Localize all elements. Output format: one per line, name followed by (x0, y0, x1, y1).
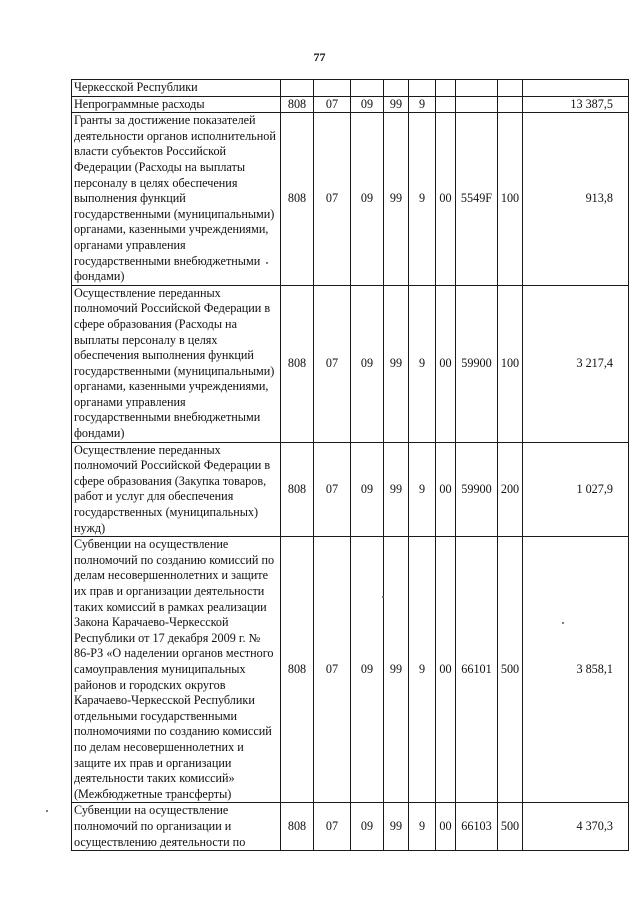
code-cs-program: 99 (384, 442, 409, 537)
code-vr (498, 80, 523, 97)
code-cs-direction (456, 96, 498, 113)
code-cs-subprogram: 9 (409, 803, 436, 851)
code-cs-program: 99 (384, 113, 409, 286)
code-cs-subprogram (409, 80, 436, 97)
code-gr: 808 (281, 442, 314, 537)
code-cs-program: 99 (384, 537, 409, 803)
code-cs-event (436, 96, 456, 113)
code-pr: 09 (351, 285, 384, 442)
code-cs-subprogram: 9 (409, 96, 436, 113)
amount: 13 387,5 (523, 96, 629, 113)
code-gr: 808 (281, 285, 314, 442)
code-rz: 07 (314, 96, 351, 113)
code-cs-event: 00 (436, 537, 456, 803)
table-row (72, 285, 629, 442)
code-cs-subprogram: 9 (409, 285, 436, 442)
amount: 3 858,1 (523, 537, 629, 803)
scan-speck (266, 262, 268, 264)
code-cs-direction: 66101 (456, 537, 498, 803)
code-cs-event (436, 80, 456, 97)
code-gr: 808 (281, 96, 314, 113)
code-vr: 500 (498, 803, 523, 851)
code-cs-program (384, 80, 409, 97)
code-pr: 09 (351, 537, 384, 803)
expense-name: Осуществление переданных полномочий Российской Федерации в сфере образования (Закупка товаров, работ и услуг для обеспечения государственных (муниципальных) нужд) (72, 442, 281, 537)
code-cs-subprogram: 9 (409, 113, 436, 286)
amount (523, 80, 629, 97)
code-cs-direction: 5549F (456, 113, 498, 286)
code-gr: 808 (281, 113, 314, 286)
amount: 913,8 (523, 113, 629, 286)
code-rz: 07 (314, 285, 351, 442)
page-number: 77 (313, 50, 326, 64)
budget-table (71, 79, 629, 851)
code-rz: 07 (314, 537, 351, 803)
expense-name: Гранты за достижение показателей деятельности органов исполнительной власти субъектов Российской Федерации (Расходы на выплаты персоналу в целях обеспечения выполнения функций государственными (муниципальными) органами, казенными учреждениями, органами управления государственными внебюджетными фондами) (72, 113, 281, 286)
code-gr: 808 (281, 537, 314, 803)
code-vr: 500 (498, 537, 523, 803)
code-cs-direction: 59900 (456, 442, 498, 537)
code-cs-subprogram: 9 (409, 537, 436, 803)
expense-name: Осуществление переданных полномочий Российской Федерации в сфере образования (Расходы на выплаты персоналу в целях обеспечения выполнения функций государственными (муниципальными) органами, казенными учреждениями, органами управления государственными внебюджетными фондами) (72, 285, 281, 442)
code-cs-event: 00 (436, 442, 456, 537)
code-pr: 09 (351, 113, 384, 286)
code-pr (351, 80, 384, 97)
code-vr: 100 (498, 285, 523, 442)
code-cs-subprogram: 9 (409, 442, 436, 537)
code-pr: 09 (351, 442, 384, 537)
code-rz: 07 (314, 442, 351, 537)
table-row (72, 96, 629, 113)
code-cs-direction: 59900 (456, 285, 498, 442)
expense-name: Непрограммные расходы (72, 96, 281, 113)
expense-name: Субвенции на осуществление полномочий по созданию комиссий по делам несовершеннолетних и защите их прав и организации деятельности таких комиссий в рамках реализации Закона Карачаево-Черкесской Республики от 17 декабря 2009 г. № 86-РЗ «О наделении органов местного самоуправления муниципальных районов и городских округов Карачаево-Черкесской Республики отдельными государственными полномочиями по созданию комиссий по делам несовершеннолетних и защите их прав и организации деятельности таких комиссий» (Межбюджетные трансферты) (72, 537, 281, 803)
table-row (72, 113, 629, 286)
scan-speck (382, 596, 384, 598)
code-rz: 07 (314, 113, 351, 286)
code-cs-event: 00 (436, 113, 456, 286)
code-cs-event: 00 (436, 285, 456, 442)
code-rz (314, 80, 351, 97)
code-cs-program: 99 (384, 285, 409, 442)
expense-name: Субвенции на осуществление полномочий по организации и осуществлению деятельности по (72, 803, 281, 851)
code-gr (281, 80, 314, 97)
table-row (72, 80, 629, 97)
code-cs-program: 99 (384, 96, 409, 113)
scan-speck (562, 622, 564, 624)
code-rz: 07 (314, 803, 351, 851)
amount: 1 027,9 (523, 442, 629, 537)
code-pr: 09 (351, 96, 384, 113)
code-vr (498, 96, 523, 113)
table-row (72, 803, 629, 851)
amount: 4 370,3 (523, 803, 629, 851)
expense-name: Черкесской Республики (72, 80, 281, 97)
table-row (72, 537, 629, 803)
code-cs-event: 00 (436, 803, 456, 851)
code-pr: 09 (351, 803, 384, 851)
code-cs-program: 99 (384, 803, 409, 851)
table-row (72, 442, 629, 537)
code-vr: 200 (498, 442, 523, 537)
code-gr: 808 (281, 803, 314, 851)
code-vr: 100 (498, 113, 523, 286)
code-cs-direction (456, 80, 498, 97)
code-cs-direction: 66103 (456, 803, 498, 851)
amount: 3 217,4 (523, 285, 629, 442)
scan-speck (46, 810, 48, 812)
